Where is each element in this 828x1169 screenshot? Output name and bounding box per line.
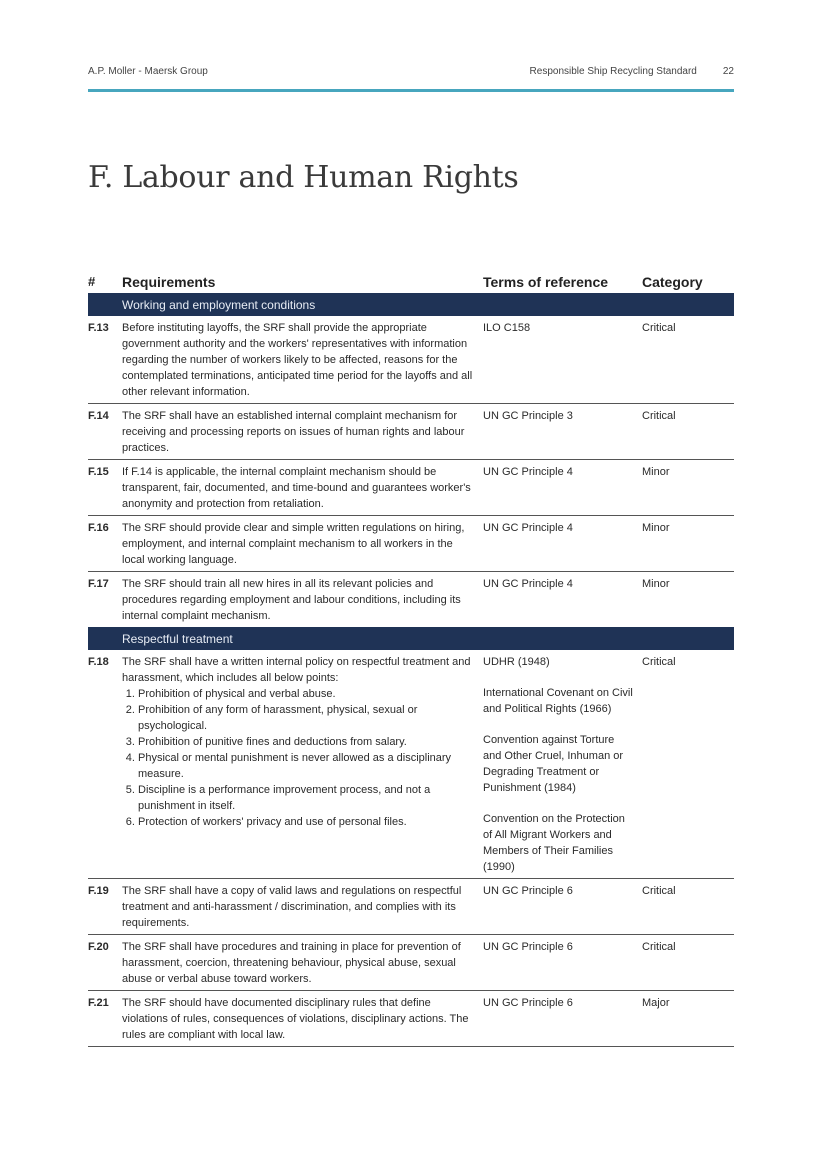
requirement-id: F.18	[88, 650, 122, 879]
terms-of-reference: ILO C158	[483, 316, 642, 404]
terms-of-reference	[483, 650, 642, 879]
page-title: F. Labour and Human Rights	[88, 160, 519, 195]
requirement-text: If F.14 is applicable, the internal complaint mechanism should be transparent, fair, documented, and time-bound and guarantees worker's anonymity and protection from retaliation.	[122, 460, 483, 516]
section-title: Working and employment conditions	[122, 294, 734, 316]
category: Critical	[642, 650, 734, 879]
company-name: A.P. Moller - Maersk Group	[88, 66, 208, 77]
requirement-text: The SRF should train all new hires in all its relevant policies and procedures regarding employment and labour conditions, including its internal complaint mechanism.	[122, 572, 483, 629]
terms-of-reference: UN GC Principle 3	[483, 404, 642, 460]
list-item: 1. Prohibition of physical and verbal abuse.	[138, 686, 475, 702]
requirement-text: The SRF shall have procedures and training in place for prevention of harassment, coercion, threatening behaviour, physical abuse, sexual abuse or verbal abuse toward workers.	[122, 935, 483, 991]
table-row	[88, 460, 734, 516]
column-header-terms: Terms of reference	[483, 274, 609, 290]
terms-of-reference: UN GC Principle 6	[483, 935, 642, 991]
section-header-respectful-treatment	[88, 628, 734, 650]
category: Minor	[642, 572, 734, 629]
terms-of-reference: UN GC Principle 4	[483, 572, 642, 629]
list-item: 3. Prohibition of punitive fines and deductions from salary.	[138, 734, 475, 750]
column-header-id: #	[88, 274, 96, 289]
requirement-text: The SRF should provide clear and simple written regulations on hiring, employment, and internal complaint mechanism to all workers in the local working language.	[122, 516, 483, 572]
category: Minor	[642, 516, 734, 572]
category: Critical	[642, 935, 734, 991]
table-row	[88, 935, 734, 991]
category: Critical	[642, 316, 734, 404]
table-row	[88, 991, 734, 1047]
list-item: 6. Protection of workers' privacy and use of personal files.	[138, 814, 475, 830]
requirement-text: Before instituting layoffs, the SRF shall provide the appropriate government authority and the workers' representatives with information regarding the number of workers likely to be affected, reasons for the contemplated terminations, anticipated time period for the layoffs and all other relevant information.	[122, 316, 483, 404]
list-item: 2. Prohibition of any form of harassment, physical, sexual or psychological.	[138, 702, 475, 734]
category: Critical	[642, 879, 734, 935]
requirement-id: F.21	[88, 991, 122, 1047]
requirement-text: The SRF shall have an established internal complaint mechanism for receiving and processing reports on issues of human rights and labour practices.	[122, 404, 483, 460]
terms-of-reference: UN GC Principle 6	[483, 991, 642, 1047]
reference-item: Convention on the Protection of All Migrant Workers and Members of Their Families (1990)	[483, 813, 625, 873]
category: Critical	[642, 404, 734, 460]
reference-item: UDHR (1948)	[483, 656, 550, 668]
requirement-text: The SRF shall have a copy of valid laws and regulations on respectful treatment and anti-harassment / discrimination, and complies with its requirements.	[122, 879, 483, 935]
section-title: Respectful treatment	[122, 628, 734, 650]
requirement-id: F.13	[88, 316, 122, 404]
section-header-working-conditions	[88, 294, 734, 316]
terms-of-reference: UN GC Principle 4	[483, 516, 642, 572]
header-divider	[88, 89, 734, 92]
page-number: 22	[722, 66, 734, 77]
requirement-id: F.20	[88, 935, 122, 991]
table-row	[88, 404, 734, 460]
table-row	[88, 879, 734, 935]
requirement-text: The SRF shall have a written internal policy on respectful treatment and harassment, which includes all below points:	[122, 656, 471, 684]
table-row	[88, 316, 734, 404]
terms-of-reference: UN GC Principle 6	[483, 879, 642, 935]
list-item: 5. Discipline is a performance improvement process, and not a punishment in itself.	[138, 782, 475, 814]
table-row	[88, 572, 734, 629]
header-right	[530, 66, 734, 77]
requirement-id: F.17	[88, 572, 122, 629]
requirement-id: F.14	[88, 404, 122, 460]
table-row	[88, 516, 734, 572]
category: Major	[642, 991, 734, 1047]
table-header-row	[88, 268, 734, 294]
list-item: 4. Physical or mental punishment is never allowed as a disciplinary measure.	[138, 750, 475, 782]
column-header-requirements: Requirements	[122, 274, 216, 290]
reference-item: International Covenant on Civil and Political Rights (1966)	[483, 687, 633, 715]
requirement-text: The SRF should have documented disciplinary rules that define violations of rules, consequences of violations, disciplinary actions. The rules are compliant with local law.	[122, 991, 483, 1047]
requirement-id: F.19	[88, 879, 122, 935]
terms-of-reference: UN GC Principle 4	[483, 460, 642, 516]
category: Minor	[642, 460, 734, 516]
table-row	[88, 650, 734, 879]
requirement-cell	[122, 650, 483, 879]
document-title: Responsible Ship Recycling Standard	[529, 66, 697, 77]
requirement-points-list	[122, 686, 475, 830]
column-header-category: Category	[642, 274, 703, 290]
reference-item: Convention against Torture and Other Cruel, Inhuman or Degrading Treatment or Punishment (1984)	[483, 734, 624, 794]
requirement-id: F.16	[88, 516, 122, 572]
requirements-table	[88, 268, 734, 1047]
requirement-id: F.15	[88, 460, 122, 516]
